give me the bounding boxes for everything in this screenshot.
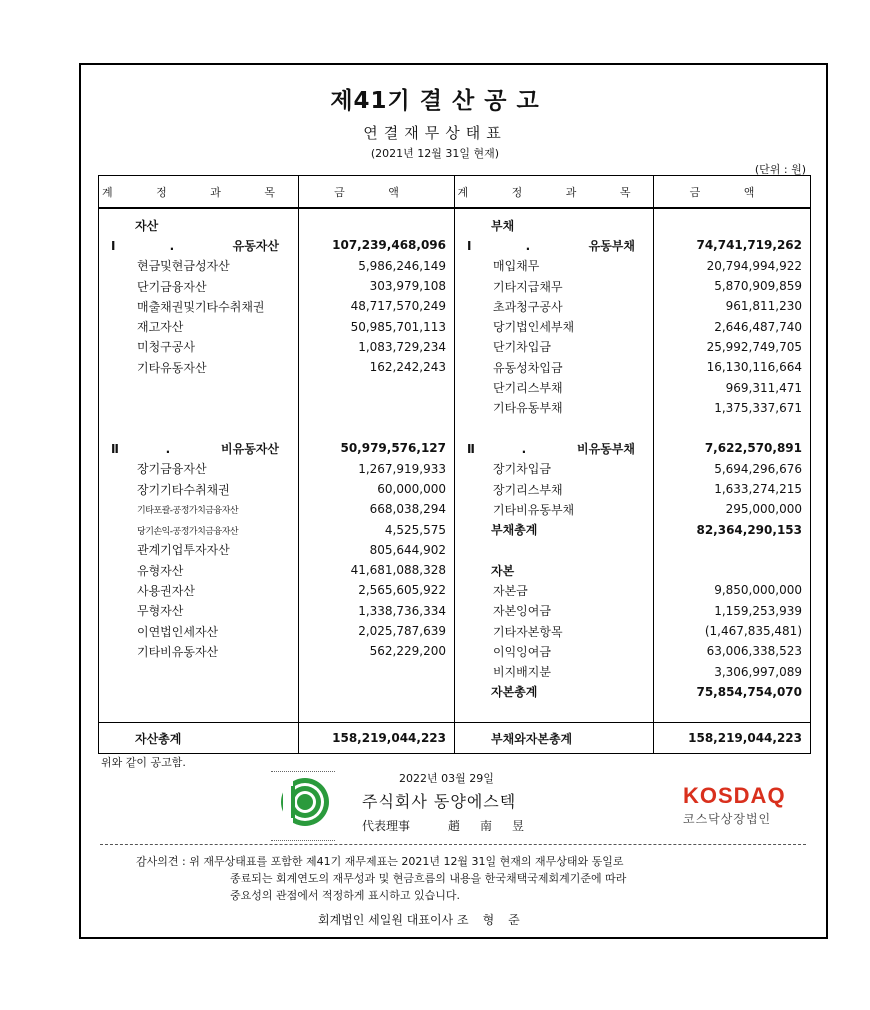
table-row xyxy=(99,438,811,458)
left-amount-cell: 805,644,902 xyxy=(299,540,455,560)
right-account-cell: Ⅰ. 유동부채 xyxy=(455,235,654,255)
kosdaq-logo: KOSDAQ xyxy=(683,783,786,808)
right-account-cell: 장기리스부채 xyxy=(455,479,654,499)
right-amount-cell: 75,854,754,070 xyxy=(654,682,811,702)
right-account-cell xyxy=(455,702,654,723)
as-of-date: (2021년 12월 31일 현재) xyxy=(370,147,500,160)
right-amount-cell: 7,622,570,891 xyxy=(654,438,811,458)
left-amount-cell xyxy=(299,682,455,702)
right-amount-cell: 1,159,253,939 xyxy=(654,601,811,621)
left-amount-cell: 162,242,243 xyxy=(299,357,455,377)
left-amount-cell xyxy=(299,377,455,397)
left-amount-cell: 4,525,575 xyxy=(299,519,455,539)
left-amount-cell: 562,229,200 xyxy=(299,641,455,661)
right-account-cell xyxy=(455,418,654,438)
table-row xyxy=(99,580,811,600)
table-row xyxy=(99,398,811,418)
auditor-firm: 회계법인 세일원 대표이사 xyxy=(318,913,454,927)
totals-row xyxy=(99,723,811,754)
right-amount-cell: 25,992,749,705 xyxy=(654,337,811,357)
left-amount-cell: 60,000,000 xyxy=(299,479,455,499)
table-row xyxy=(99,377,811,397)
left-account-cell: 현금및현금성자산 xyxy=(99,256,299,276)
left-amount-cell xyxy=(299,702,455,723)
right-account-cell: Ⅱ. 비유동부채 xyxy=(455,438,654,458)
statement-title: 연결재무상태표 xyxy=(363,124,507,142)
left-amount-cell: 668,038,294 xyxy=(299,499,455,519)
total-liab-equity-value: 158,219,044,223 xyxy=(654,723,811,754)
left-amount-cell: 303,979,108 xyxy=(299,276,455,296)
right-account-cell: 비지배지분 xyxy=(455,662,654,682)
left-account-cell: 유형자산 xyxy=(99,560,299,580)
table-row xyxy=(99,641,811,661)
right-amount-cell: 82,364,290,153 xyxy=(654,519,811,539)
left-account-cell: 재고자산 xyxy=(99,316,299,336)
right-amount-cell xyxy=(654,560,811,580)
table-row xyxy=(99,499,811,519)
left-account-cell xyxy=(99,398,299,418)
left-amount-cell: 48,717,570,249 xyxy=(299,296,455,316)
right-amount-cell: 16,130,116,664 xyxy=(654,357,811,377)
auditor-name: 조형준 xyxy=(456,913,534,927)
right-amount-cell xyxy=(654,702,811,723)
auditor-signature xyxy=(318,911,534,928)
left-account-cell xyxy=(99,377,299,397)
left-account-cell: 기타유동자산 xyxy=(99,357,299,377)
left-account-cell: 사용권자산 xyxy=(99,580,299,600)
table-row xyxy=(99,682,811,702)
table-row xyxy=(99,459,811,479)
left-account-cell: 이연법인세자산 xyxy=(99,621,299,641)
left-amount-cell: 1,083,729,234 xyxy=(299,337,455,357)
right-amount-cell: 1,375,337,671 xyxy=(654,398,811,418)
table-row xyxy=(99,479,811,499)
right-account-cell: 유동성차입금 xyxy=(455,357,654,377)
company-name: 주식회사 동양에스텍 xyxy=(362,792,517,811)
divider xyxy=(100,844,806,845)
right-amount-cell: 1,633,274,215 xyxy=(654,479,811,499)
header-account-left: 계 정 과 목 xyxy=(99,176,299,209)
left-amount-cell: 41,681,088,328 xyxy=(299,560,455,580)
right-amount-cell: 5,694,296,676 xyxy=(654,459,811,479)
left-amount-cell xyxy=(299,208,455,235)
right-amount-cell: 63,006,338,523 xyxy=(654,641,811,661)
ceo-name: 趙南昱 xyxy=(448,819,545,833)
table-row xyxy=(99,296,811,316)
left-account-cell: 관계기업투자자산 xyxy=(99,540,299,560)
table-row xyxy=(99,540,811,560)
right-amount-cell: 3,306,997,089 xyxy=(654,662,811,682)
left-account-cell: 무형자산 xyxy=(99,601,299,621)
table-row xyxy=(99,276,811,296)
right-account-cell: 기타유동부채 xyxy=(455,398,654,418)
right-account-cell: 당기법인세부채 xyxy=(455,316,654,336)
kosdaq-listed-label: 코스닥상장법인 xyxy=(683,812,772,826)
right-account-cell xyxy=(455,540,654,560)
right-account-cell: 기타자본항목 xyxy=(455,621,654,641)
total-assets-value: 158,219,044,223 xyxy=(299,723,455,754)
left-account-cell xyxy=(99,702,299,723)
right-amount-cell: 969,311,471 xyxy=(654,377,811,397)
header-amount-left: 금 액 xyxy=(299,176,455,209)
right-account-cell: 자본 xyxy=(455,560,654,580)
right-account-cell: 자본잉여금 xyxy=(455,601,654,621)
left-amount-cell: 2,025,787,639 xyxy=(299,621,455,641)
audit-line: 감사의견 : 위 재무상태표를 포함한 제41기 재무제표는 2021년 12월 31일 현재의 재무상태와 동일로 xyxy=(136,855,624,868)
notice-statement: 위와 같이 공고함. xyxy=(101,756,186,769)
right-account-cell: 장기차입금 xyxy=(455,459,654,479)
left-account-cell xyxy=(99,418,299,438)
left-account-cell: 단기금융자산 xyxy=(99,276,299,296)
table-row xyxy=(99,702,811,723)
audit-line: 종료되는 회계연도의 재무성과 및 현금흐름의 내용을 한국채택국제회계기준에 따라 xyxy=(230,872,627,885)
left-account-cell: Ⅱ. 비유동자산 xyxy=(99,438,299,458)
right-account-cell: 초과청구공사 xyxy=(455,296,654,316)
right-amount-cell: 961,811,230 xyxy=(654,296,811,316)
left-account-cell: 미청구공사 xyxy=(99,337,299,357)
right-amount-cell: 5,870,909,859 xyxy=(654,276,811,296)
table-body xyxy=(99,208,811,723)
notice-title: 제41기 결 산 공 고 xyxy=(330,88,540,114)
left-account-cell: 기타비유동자산 xyxy=(99,641,299,661)
left-amount-cell: 50,985,701,113 xyxy=(299,316,455,336)
left-amount-cell: 1,338,736,334 xyxy=(299,601,455,621)
audit-opinion xyxy=(136,853,806,904)
unit-label: (단위 : 원) xyxy=(754,163,806,176)
left-account-cell xyxy=(99,662,299,682)
right-amount-cell: (1,467,835,481) xyxy=(654,621,811,641)
left-amount-cell: 50,979,576,127 xyxy=(299,438,455,458)
table-row xyxy=(99,256,811,276)
left-account-cell: 장기기타수취채권 xyxy=(99,479,299,499)
right-account-cell: 자본총계 xyxy=(455,682,654,702)
left-amount-cell xyxy=(299,398,455,418)
ceo-title: 代表理事 xyxy=(362,819,411,833)
table-row xyxy=(99,418,811,438)
left-amount-cell: 2,565,605,922 xyxy=(299,580,455,600)
right-account-cell: 이익잉여금 xyxy=(455,641,654,661)
table-row xyxy=(99,519,811,539)
right-account-cell: 기타지급채무 xyxy=(455,276,654,296)
table-row xyxy=(99,621,811,641)
left-amount-cell: 1,267,919,933 xyxy=(299,459,455,479)
left-account-cell: 매출채권및기타수취채권 xyxy=(99,296,299,316)
right-account-cell: 단기리스부채 xyxy=(455,377,654,397)
left-amount-cell: 107,239,468,096 xyxy=(299,235,455,255)
right-account-cell: 기타비유동부채 xyxy=(455,499,654,519)
divider xyxy=(271,840,335,841)
left-amount-cell xyxy=(299,418,455,438)
right-amount-cell: 9,850,000,000 xyxy=(654,580,811,600)
right-amount-cell: 20,794,994,922 xyxy=(654,256,811,276)
balance-sheet-table xyxy=(98,175,811,754)
total-assets-label: 자산총계 xyxy=(99,723,299,754)
divider xyxy=(271,771,335,772)
right-amount-cell xyxy=(654,540,811,560)
table-header-row xyxy=(99,176,811,209)
audit-line: 중요성의 관점에서 적정하게 표시하고 있습니다. xyxy=(230,889,461,902)
right-account-cell: 부채총계 xyxy=(455,519,654,539)
left-account-cell: 장기금융자산 xyxy=(99,459,299,479)
company-logo-icon xyxy=(279,776,331,828)
total-liab-equity-label: 부채와자본총계 xyxy=(455,723,654,754)
left-amount-cell: 5,986,246,149 xyxy=(299,256,455,276)
left-account-cell: 자산 xyxy=(99,208,299,235)
right-account-cell: 자본금 xyxy=(455,580,654,600)
right-amount-cell xyxy=(654,208,811,235)
header-amount-right: 금 액 xyxy=(654,176,811,209)
left-amount-cell xyxy=(299,662,455,682)
right-account-cell: 부채 xyxy=(455,208,654,235)
left-account-cell xyxy=(99,682,299,702)
right-account-cell: 단기차입금 xyxy=(455,337,654,357)
right-amount-cell: 295,000,000 xyxy=(654,499,811,519)
left-account-cell: 당기손익-공정가치금융자산 xyxy=(99,519,299,539)
table-row xyxy=(99,208,811,235)
table-row xyxy=(99,662,811,682)
table-row xyxy=(99,560,811,580)
table-row xyxy=(99,316,811,336)
right-amount-cell xyxy=(654,418,811,438)
right-amount-cell: 74,741,719,262 xyxy=(654,235,811,255)
notice-date: 2022년 03월 29일 xyxy=(399,772,494,785)
right-account-cell: 매입채무 xyxy=(455,256,654,276)
left-account-cell: 기타포괄-공정가치금융자산 xyxy=(99,499,299,519)
table-row xyxy=(99,601,811,621)
table-row xyxy=(99,357,811,377)
table-row xyxy=(99,337,811,357)
right-amount-cell: 2,646,487,740 xyxy=(654,316,811,336)
table-row xyxy=(99,235,811,255)
header-account-right: 계 정 과 목 xyxy=(455,176,654,209)
left-account-cell: Ⅰ. 유동자산 xyxy=(99,235,299,255)
